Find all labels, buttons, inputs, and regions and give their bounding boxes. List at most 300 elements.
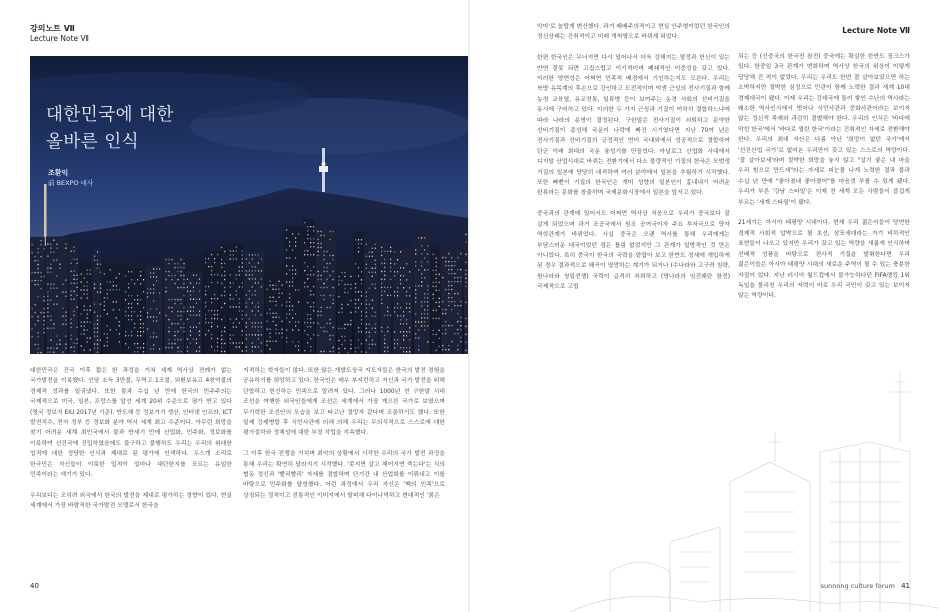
window-light [454,281,455,282]
window-light [153,300,154,301]
window-light [276,325,277,326]
window-light [208,258,209,259]
window-light [94,284,95,285]
window-light [324,327,325,328]
window-light [221,331,222,332]
window-light [77,327,78,328]
window-light [97,336,98,337]
window-light [295,345,296,346]
window-light [282,285,283,286]
window-light [140,283,141,284]
window-light [387,251,388,252]
window-light [35,304,36,305]
window-light [286,229,287,230]
window-light [390,287,391,288]
window-light [183,311,184,312]
window-light [104,309,105,310]
window-light [147,316,148,317]
window-light [375,284,376,285]
window-light [427,309,428,310]
window-light [94,332,95,333]
window-light [183,323,184,324]
window-light [56,260,57,261]
window-light [107,297,108,298]
window-light [387,295,388,296]
window-light [298,301,299,302]
window-light [324,283,325,284]
window-light [100,316,101,317]
window-light [270,285,271,286]
window-light [457,257,458,258]
window-light [318,315,319,316]
paragraph: 되는 등 (신중국의 한국전 참전) 중국에는 확실한 한반도 징크스가 있다. 한중일 3국 관계가 변화하며 역사상 한국의 위상이 이렇게 당당해 진 적이 없었다. 우리는 우리도 한번 잘 살아보았으면 하는 소박하지만 절박한 심정으로 민관이 함께 노력한 결과 세계 10대 경제대국이 됐다. 이제 우리는 강대국에 둘러 쌓인 수난의 역사라는 왜소한 역사인식에서 벗어나 식민사관과 중화사관이라는 보이지 않는 정신적 족쇄와 과감히 결별해야 한다. 우리의 인식은 '바다에 막힌 한국'에서 '바다로 열린 한국'이라는 진취적인 자세로 전환해야 한다. 우리의 최대 자산은 다름 아닌 '희망이 없던 국가'에서 '선진산업 국가'로 없어온 우리만이 갖고 있는 스스로의 역량이다. '잘 살아보세'라며 절박한 희망을 놓지 않고 "살기 좋은 내 마을 우리 힘으로 만드세"라는 자세로 피눈물 나게 노력한 결과 불과 수십 년 만에 "좋아졌네 좋아졌어"를 마음껏 부를 수 있게 됐다. 우리가 부른 '강남 스타일'은 이제 전 세계 모든 사람들이 즐겁게 부르는 '세계 스타일'이 됐다. [738,54,910,206]
window-light [116,317,117,318]
window-light [84,285,85,286]
window-light [233,298,234,299]
window-light [50,252,51,253]
window-light [128,271,129,272]
window-light [424,329,425,330]
window-light [298,329,299,330]
window-light [258,306,259,307]
window-light [415,285,416,286]
window-light [47,308,48,309]
window-light [174,283,175,284]
window-light [276,341,277,342]
window-light [246,338,247,339]
window-light [246,294,247,295]
window-light [47,296,48,297]
window-light [252,258,253,259]
window-light [424,277,425,278]
window-light [255,334,256,335]
window-light [289,281,290,282]
window-light [400,347,401,348]
window-light [307,314,308,315]
window-light [333,295,334,296]
window-light [84,277,85,278]
window-light [321,275,322,276]
article-title [46,102,174,156]
window-light [125,299,126,300]
window-light [224,295,225,296]
window-light [156,316,157,317]
window-light [409,303,410,304]
window-light [239,322,240,323]
window-light [53,348,54,349]
window-light [205,322,206,323]
window-light [451,297,452,298]
window-light [153,332,154,333]
window-light [330,275,331,276]
window-light [282,321,283,322]
window-light [409,311,410,312]
window-light [307,266,308,267]
window-light [44,248,45,249]
window-light [397,287,398,288]
window-light [406,323,407,324]
window-light [387,315,388,316]
window-light [190,295,191,296]
window-light [65,344,66,345]
window-light [403,331,404,332]
window-light [199,351,200,352]
window-light [457,349,458,350]
window-light [333,327,334,328]
window-light [94,256,95,257]
window-light [128,319,129,320]
window-light [258,254,259,255]
window-light [270,349,271,350]
window-light [249,334,250,335]
window-light [140,347,141,348]
building [364,241,379,354]
window-light [150,288,151,289]
window-light [255,322,256,323]
window-light [134,311,135,312]
window-light [87,297,88,298]
window-light [279,289,280,290]
window-light [307,254,308,255]
window-light [150,316,151,317]
paragraph: 그 이후 한국 전쟁을 거치며 최악의 상황에서 시작한 우리의 국가 발전 과정을 통해 우리는 확연히 달라지기 시작했다. '못지면 살고 헤어지면 죽는다'는 식의 협동 정신과 '빨리빨리' 자세를 결합하며 단기간 내 산업화를 이뤄내고 이를 바탕으로 민주화를 달성했다. 이런 과정에서 우리 자신은 '백의 민족'으로 상징되는 정적이고 전통적인 이미지에서 탈피해 다이나믹하고 현대적인 '붉은 [243,451,445,499]
window-light [174,335,175,336]
window-light [286,329,287,330]
window-light [381,263,382,264]
window-light [460,305,461,306]
window-light [321,247,322,248]
window-light [270,337,271,338]
window-light [424,293,425,294]
window-light [47,316,48,317]
window-light [313,334,314,335]
window-light [180,271,181,272]
window-light [180,303,181,304]
window-light [140,327,141,328]
window-light [333,259,334,260]
window-light [233,322,234,323]
window-light [165,287,166,288]
window-light [74,271,75,272]
window-light [292,317,293,318]
window-light [71,295,72,296]
window-light [394,311,395,312]
window-light [174,299,175,300]
window-light [350,276,351,277]
window-light [361,323,362,324]
window-light [445,321,446,322]
window-light [224,343,225,344]
window-light [53,240,54,241]
window-light [252,278,253,279]
window-light [113,309,114,310]
window-light [465,254,466,255]
window-light [295,273,296,274]
window-light [313,266,314,267]
window-light [318,243,319,244]
window-light [193,307,194,308]
window-light [97,268,98,269]
window-light [361,239,362,240]
window-light [47,352,48,353]
window-light [350,344,351,345]
window-light [65,320,66,321]
window-light [289,321,290,322]
window-light [406,331,407,332]
window-light [267,313,268,314]
window-light [41,240,42,241]
window-light [104,273,105,274]
window-light [451,341,452,342]
window-light [292,341,293,342]
window-light [38,336,39,337]
window-light [255,314,256,315]
window-light [409,351,410,352]
window-light [366,324,367,325]
window-light [454,261,455,262]
window-light [74,347,75,348]
window-light [403,267,404,268]
window-light [442,313,443,314]
window-light [261,350,262,351]
window-light [327,271,328,272]
window-light [205,302,206,303]
window-light [273,285,274,286]
window-light [177,331,178,332]
window-light [97,352,98,353]
window-light [355,307,356,308]
window-light [65,296,66,297]
window-light [137,299,138,300]
window-light [143,323,144,324]
window-light [381,255,382,256]
window-light [205,306,206,307]
window-light [196,315,197,316]
window-light [150,336,151,337]
window-light [65,280,66,281]
author-block [48,168,93,188]
window-light [451,273,452,274]
window-light [304,330,305,331]
window-light [44,296,45,297]
window-light [74,311,75,312]
window-light [361,295,362,296]
window-light [116,301,117,302]
window-light [150,272,151,273]
window-light [366,268,367,269]
window-light [38,284,39,285]
window-light [276,313,277,314]
window-light [424,317,425,318]
window-light [38,272,39,273]
window-light [87,293,88,294]
window-light [97,344,98,345]
window-light [361,283,362,284]
window-light [183,283,184,284]
window-light [421,325,422,326]
window-light [421,245,422,246]
window-light [71,347,72,348]
window-light [292,233,293,234]
window-light [131,311,132,312]
window-light [433,282,434,283]
window-light [239,310,240,311]
window-light [190,327,191,328]
window-light [442,349,443,350]
window-light [282,333,283,334]
window-light [338,312,339,313]
window-light [409,271,410,272]
window-light [128,315,129,316]
window-light [107,289,108,290]
window-light [400,279,401,280]
window-light [327,323,328,324]
window-light [457,281,458,282]
window-light [47,284,48,285]
window-light [177,339,178,340]
window-light [90,321,91,322]
window-light [427,317,428,318]
window-light [94,328,95,329]
window-light [358,339,359,340]
window-light [400,251,401,252]
window-light [196,299,197,300]
skyline-illustration [30,56,469,354]
window-light [436,290,437,291]
window-light [246,314,247,315]
window-light [358,247,359,248]
window-light [84,325,85,326]
window-light [454,273,455,274]
window-light [421,265,422,266]
window-light [147,328,148,329]
window-light [344,292,345,293]
window-light [333,271,334,272]
window-light [193,339,194,340]
window-light [295,313,296,314]
window-light [193,327,194,328]
window-light [358,275,359,276]
window-light [355,347,356,348]
window-light [394,263,395,264]
window-light [273,341,274,342]
window-light [140,271,141,272]
window-light [282,305,283,306]
window-light [261,286,262,287]
window-light [180,319,181,320]
window-light [267,329,268,330]
window-light [321,243,322,244]
window-light [242,342,243,343]
window-light [338,352,339,353]
page-number-right: 41 [901,582,910,590]
window-light [460,341,461,342]
window-light [171,279,172,280]
window-light [270,301,271,302]
window-light [372,256,373,257]
window-light [313,242,314,243]
window-light [190,291,191,292]
window-light [361,243,362,244]
window-light [47,272,48,273]
window-light [324,351,325,352]
window-light [230,274,231,275]
window-light [38,352,39,353]
window-light [390,315,391,316]
window-light [421,285,422,286]
window-light [180,259,181,260]
window-light [236,346,237,347]
window-light [372,344,373,345]
window-light [427,289,428,290]
window-light [59,340,60,341]
window-light [56,336,57,337]
window-light [292,249,293,250]
window-light [110,281,111,282]
window-light [366,328,367,329]
window-light [239,274,240,275]
window-light [128,335,129,336]
section-tag-left [30,24,89,44]
window-light [233,326,234,327]
window-light [394,291,395,292]
left-column-1 [30,366,232,582]
window-light [74,279,75,280]
window-light [159,292,160,293]
window-light [460,329,461,330]
window-light [344,348,345,349]
window-light [330,319,331,320]
window-light [355,299,356,300]
window-light [460,325,461,326]
window-light [174,267,175,268]
window-light [153,320,154,321]
window-light [338,348,339,349]
window-light [50,284,51,285]
window-light [65,244,66,245]
window-light [286,337,287,338]
window-light [104,301,105,302]
window-light [180,299,181,300]
window-light [156,268,157,269]
window-light [267,289,268,290]
window-light [327,267,328,268]
window-light [59,344,60,345]
window-light [465,282,466,283]
window-light [65,312,66,313]
window-light [369,272,370,273]
window-light [310,346,311,347]
window-light [246,350,247,351]
window-light [442,257,443,258]
window-light [94,324,95,325]
window-light [457,329,458,330]
window-light [239,266,240,267]
window-light [147,312,148,313]
building [431,247,440,354]
window-light [217,282,218,283]
window-light [211,298,212,299]
window-light [153,272,154,273]
window-light [261,342,262,343]
window-light [87,289,88,290]
window-light [375,248,376,249]
window-light [199,347,200,348]
window-light [116,329,117,330]
window-light [128,295,129,296]
window-light [361,291,362,292]
window-light [358,307,359,308]
